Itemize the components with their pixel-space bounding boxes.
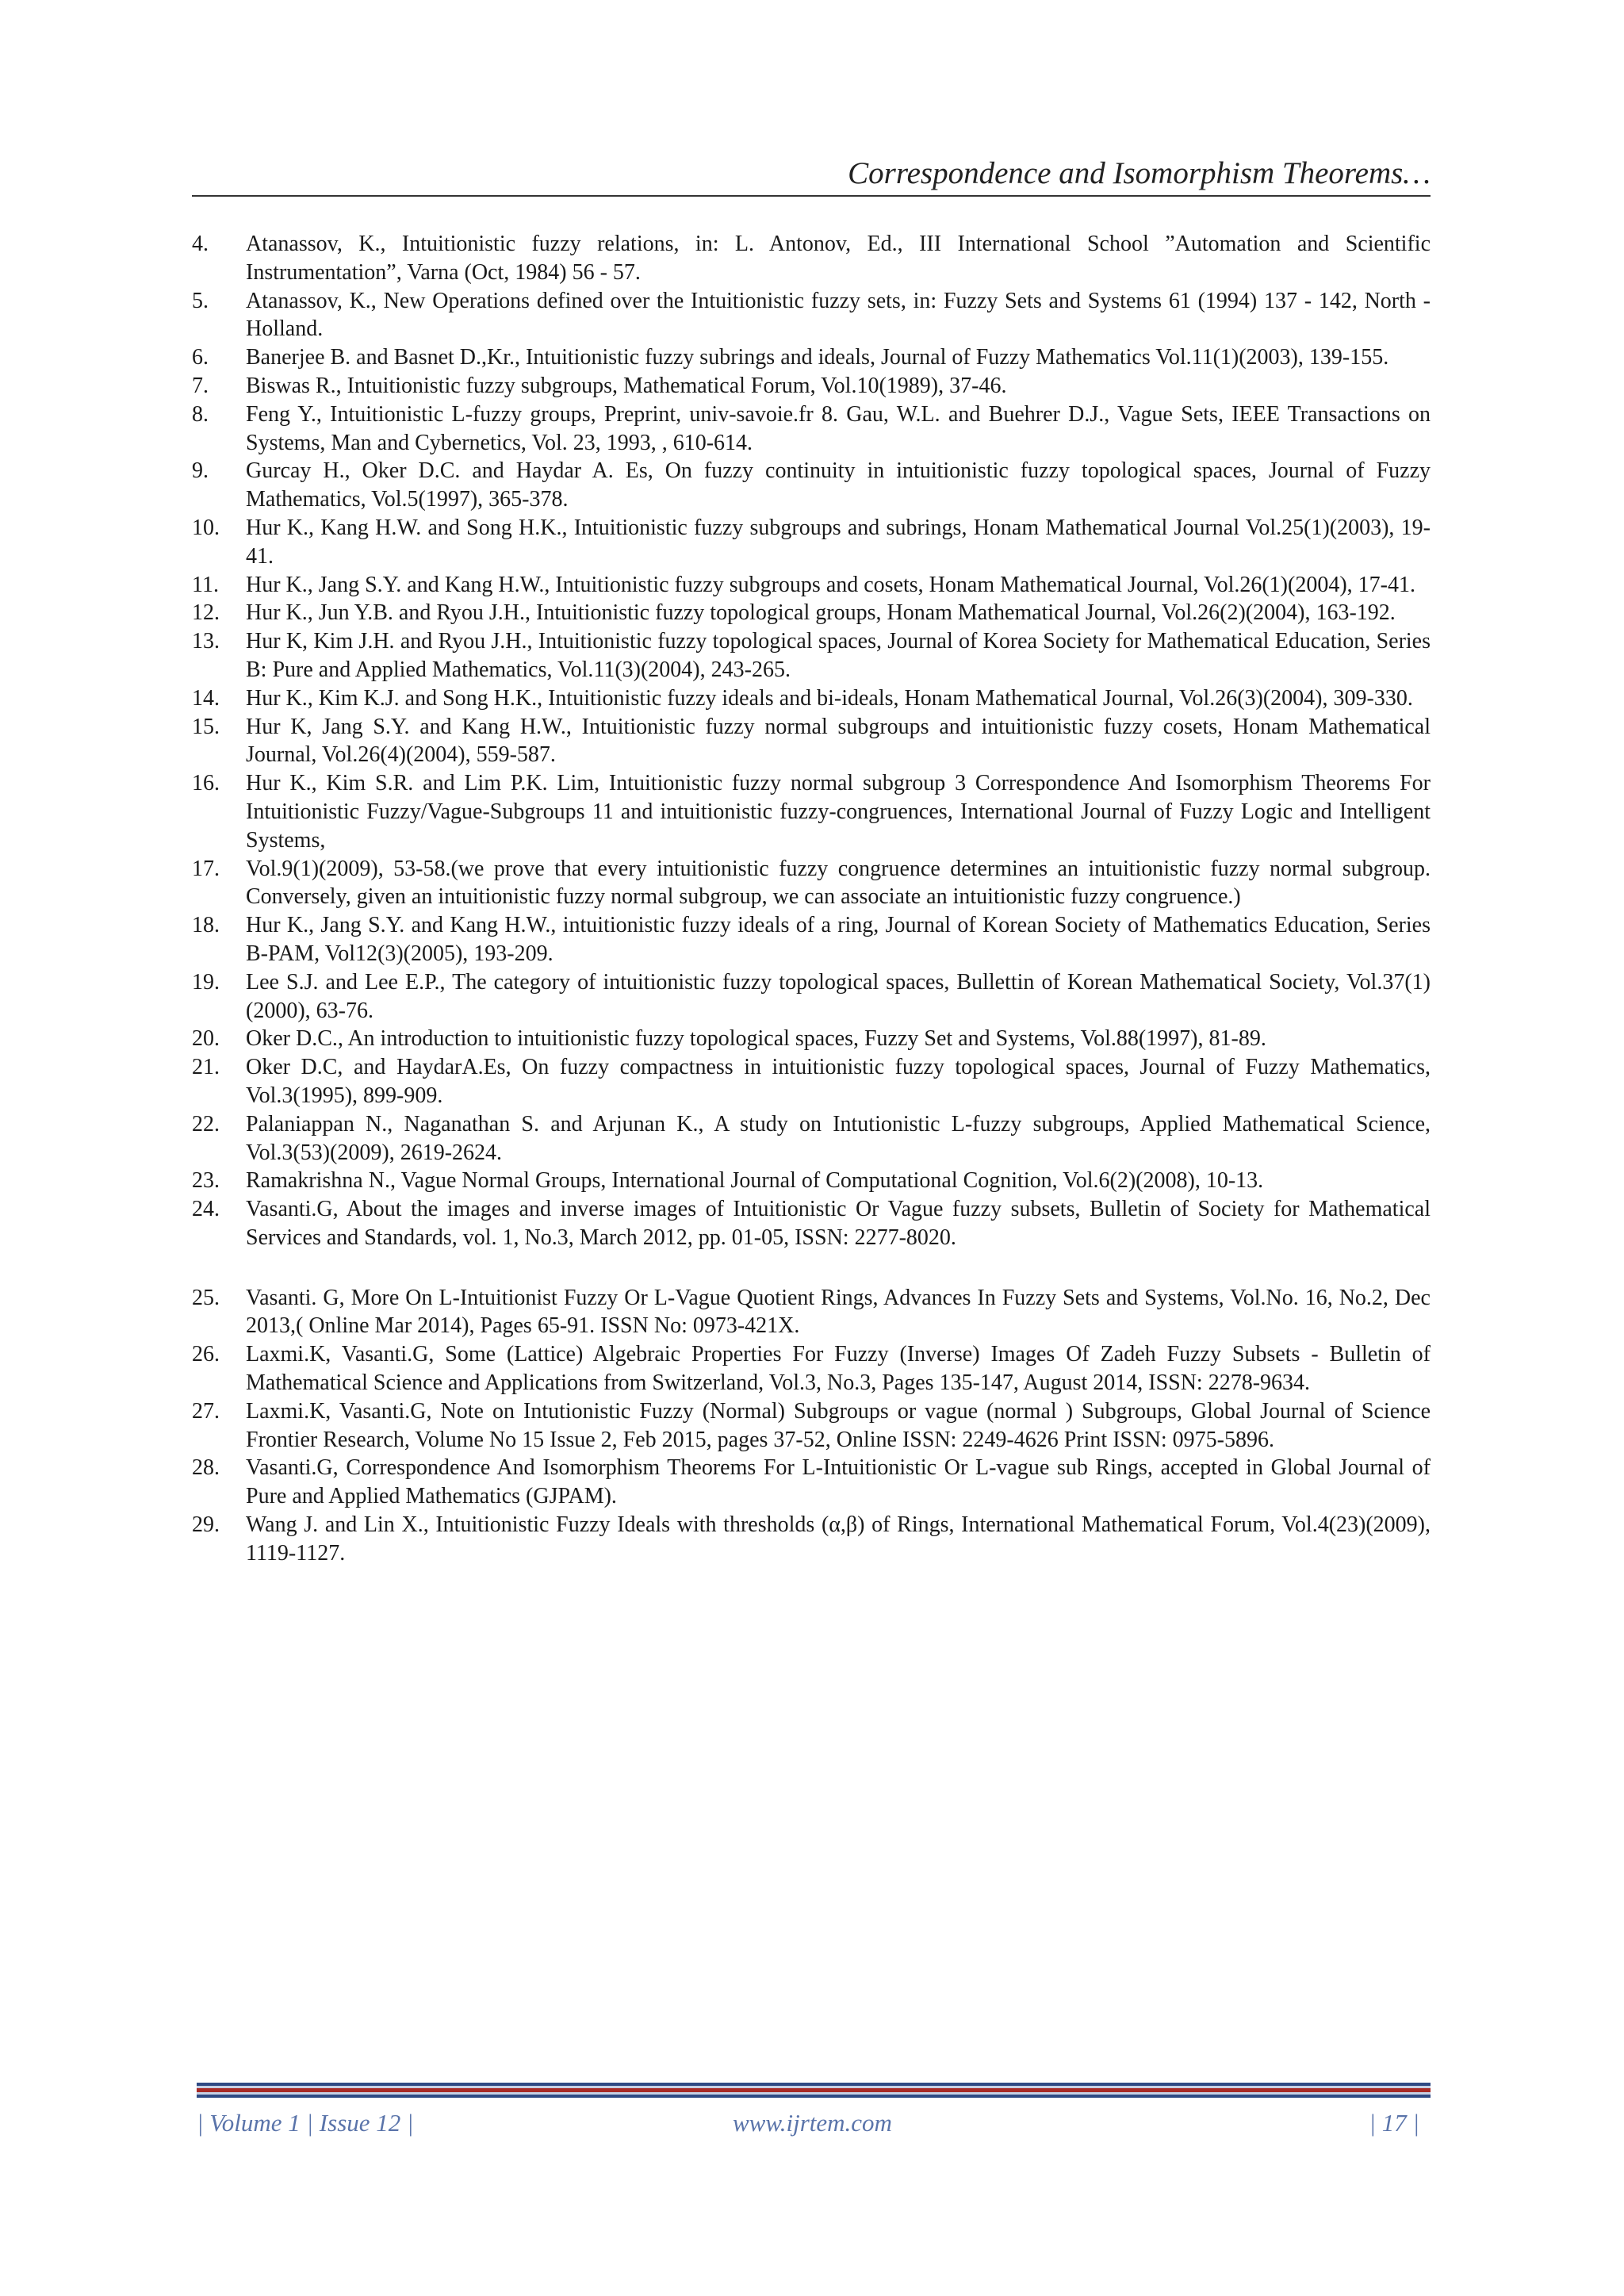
reference-number: 29. xyxy=(192,1512,220,1538)
footer-page-number: | 17 | xyxy=(1369,2109,1419,2137)
reference-text: Hur K, Jang S.Y. and Kang H.W., Intuitionistic fuzzy normal subgroups and intuitionistic fuzzy cosets, Honam Mathematical Journal, Vol.26(4)(2004), 559-587. xyxy=(246,714,1431,768)
reference-item xyxy=(192,1454,1431,1511)
reference-text: Oker D.C., An introduction to intuitionistic fuzzy topological spaces, Fuzzy Set and Systems, Vol.88(1997), 81-89. xyxy=(246,1026,1266,1052)
reference-number: 7. xyxy=(192,373,209,398)
reference-item xyxy=(192,911,1431,968)
reference-text: Hur K., Jang S.Y. and Kang H.W., Intuitionistic fuzzy subgroups and cosets, Honam Mathematical Journal, Vol.26(1)(2004), 17-41. xyxy=(246,572,1415,597)
footer-volume-issue: | Volume 1 | Issue 12 | xyxy=(197,2109,414,2137)
reference-number: 24. xyxy=(192,1197,220,1222)
reference-text: Hur K., Jun Y.B. and Ryou J.H., Intuitionistic fuzzy topological groups, Honam Mathematical Journal, Vol.26(2)(2004), 163-192. xyxy=(246,600,1396,626)
reference-text: Atanassov, K., Intuitionistic fuzzy relations, in: L. Antonov, Ed., III International School ”Automation and Scientific Instrumentation”, Varna (Oct, 1984) 56 - 57. xyxy=(246,232,1431,285)
reference-item xyxy=(192,968,1431,1025)
header-rule xyxy=(192,195,1431,197)
footer-website-link[interactable]: www.ijrtem.com xyxy=(733,2109,892,2137)
reference-text: Biswas R., Intuitionistic fuzzy subgroups, Mathematical Forum, Vol.10(1989), 37-46. xyxy=(246,373,1007,398)
reference-list xyxy=(192,230,1431,1568)
reference-text: Vasanti.G, About the images and inverse images of Intuitionistic Or Vague fuzzy subsets, Bulletin of Society for Mathematical Services and Standards, vol. 1, No.3, March 2012, pp. 01-05, ISSN: 2277-8020. xyxy=(246,1197,1431,1250)
reference-number: 20. xyxy=(192,1026,220,1052)
reference-text: Vol.9(1)(2009), 53-58.(we prove that every intuitionistic fuzzy congruence determines an intuitionistic fuzzy normal subgroup. Conversely, given an intuitionistic fuzzy normal subgroup, we can associate an intuitionistic fuzzy congruence.) xyxy=(246,856,1431,910)
reference-text: Hur K., Jang S.Y. and Kang H.W., intuitionistic fuzzy ideals of a ring, Journal of Korean Society of Mathematics Education, Series B-PAM, Vol12(3)(2005), 193-209. xyxy=(246,913,1431,966)
reference-number: 14. xyxy=(192,685,220,711)
footer-rule xyxy=(197,2083,1431,2098)
reference-item xyxy=(192,1397,1431,1455)
reference-item xyxy=(192,1110,1431,1167)
reference-number: 26. xyxy=(192,1342,220,1367)
reference-number: 16. xyxy=(192,771,220,796)
reference-number: 19. xyxy=(192,969,220,995)
reference-number: 13. xyxy=(192,629,220,654)
reference-item xyxy=(192,684,1431,713)
reference-item xyxy=(192,1284,1431,1341)
reference-text: Palaniappan N., Naganathan S. and Arjunan K., A study on Intutionistic L-fuzzy subgroups, Applied Mathematical Science, Vol.3(53)(2009), 2619-2624. xyxy=(246,1111,1431,1165)
reference-item xyxy=(192,1053,1431,1110)
reference-number: 11. xyxy=(192,572,219,597)
reference-text: Laxmi.K, Vasanti.G, Some (Lattice) Algebraic Properties For Fuzzy (Inverse) Images Of Zadeh Fuzzy Subsets - Bulletin of Mathematical Science and Applications from Switzerland, Vol.3, No.3, Pages 135-147, August 2014, ISSN: 2278-9634. xyxy=(246,1342,1431,1396)
reference-item xyxy=(192,343,1431,372)
reference-number: 22. xyxy=(192,1111,220,1137)
reference-item xyxy=(192,1340,1431,1397)
reference-text: Hur K., Kang H.W. and Song H.K., Intuitionistic fuzzy subgroups and subrings, Honam Mathematical Journal Vol.25(1)(2003), 19-41. xyxy=(246,515,1431,569)
reference-text: Oker D.C, and HaydarA.Es, On fuzzy compactness in intuitionistic fuzzy topological spaces, Journal of Fuzzy Mathematics, Vol.3(1995), 899-909. xyxy=(246,1055,1431,1108)
reference-item xyxy=(192,401,1431,458)
reference-number: 17. xyxy=(192,856,220,881)
reference-number: 25. xyxy=(192,1285,220,1310)
reference-item xyxy=(192,599,1431,627)
reference-number: 4. xyxy=(192,232,209,256)
reference-number: 8. xyxy=(192,401,209,427)
reference-item xyxy=(192,1511,1431,1568)
reference-text: Laxmi.K, Vasanti.G, Note on Intutionistic Fuzzy (Normal) Subgroups or vague (normal ) Subgroups, Global Journal of Science Frontier Research, Volume No 15 Issue 2, Feb 2015, pages 37-52, Online ISSN: 2249-4626 Print ISSN: 0975-5896. xyxy=(246,1398,1431,1452)
reference-number: 28. xyxy=(192,1455,220,1481)
reference-number: 18. xyxy=(192,913,220,938)
reference-number: 9. xyxy=(192,458,209,484)
reference-item xyxy=(192,571,1431,600)
reference-text: Vasanti.G, Correspondence And Isomorphism Theorems For L-Intuitionistic Or L-vague sub Rings, accepted in Global Journal of Pure and Applied Mathematics (GJPAM). xyxy=(246,1455,1431,1509)
reference-text: Hur K, Kim J.H. and Ryou J.H., Intuitionistic fuzzy topological spaces, Journal of Korea Society for Mathematical Education, Series B: Pure and Applied Mathematics, Vol.11(3)(2004), 243-265. xyxy=(246,629,1431,682)
reference-item xyxy=(192,287,1431,344)
reference-number: 27. xyxy=(192,1398,220,1424)
reference-text: Feng Y., Intuitionistic L-fuzzy groups, Preprint, univ-savoie.fr 8. Gau, W.L. and Buehrer D.J., Vague Sets, IEEE Transactions on Systems, Man and Cybernetics, Vol. 23, 1993, , 610-614. xyxy=(246,401,1431,455)
reference-text: Banerjee B. and Basnet D.,Kr., Intuitionistic fuzzy subrings and ideals, Journal of Fuzzy Mathematics Vol.11(1)(2003), 139-155. xyxy=(246,345,1389,370)
reference-number: 23. xyxy=(192,1168,220,1194)
reference-item xyxy=(192,627,1431,684)
reference-text: Gurcay H., Oker D.C. and Haydar A. Es, On fuzzy continuity in intuitionistic fuzzy topological spaces, Journal of Fuzzy Mathematics, Vol.5(1997), 365-378. xyxy=(246,458,1431,512)
reference-item xyxy=(192,457,1431,514)
reference-text: Atanassov, K., New Operations defined over the Intuitionistic fuzzy sets, in: Fuzzy Sets and Systems 61 (1994) 137 - 142, North - Holland. xyxy=(246,288,1431,342)
reference-item xyxy=(192,769,1431,854)
reference-text: Wang J. and Lin X., Intuitionistic Fuzzy Ideals with thresholds (α,β) of Rings, International Mathematical Forum, Vol.4(23)(2009), 1119-1127. xyxy=(246,1512,1431,1566)
reference-number: 5. xyxy=(192,288,209,313)
reference-item xyxy=(192,855,1431,912)
reference-text: Lee S.J. and Lee E.P., The category of intuitionistic fuzzy topological spaces, Bullettin of Korean Mathematical Society, Vol.37(1)(2000), 63-76. xyxy=(246,969,1431,1023)
reference-item xyxy=(192,514,1431,571)
reference-number: 10. xyxy=(192,515,220,540)
reference-item xyxy=(192,1195,1431,1252)
reference-number: 15. xyxy=(192,714,220,739)
running-header-title: Correspondence and Isomorphism Theorems… xyxy=(848,156,1431,190)
reference-number: 12. xyxy=(192,600,220,626)
reference-item xyxy=(192,1025,1431,1053)
reference-number: 6. xyxy=(192,345,209,370)
reference-item xyxy=(192,372,1431,401)
reference-text: Vasanti. G, More On L-Intuitionist Fuzzy Or L-Vague Quotient Rings, Advances In Fuzzy Sets and Systems, Vol.No. 16, No.2, Dec 2013,( Online Mar 2014), Pages 65-91. ISSN No: 0973-421X. xyxy=(246,1285,1431,1339)
reference-item xyxy=(192,230,1431,287)
reference-text: Hur K., Kim S.R. and Lim P.K. Lim, Intuitionistic fuzzy normal subgroup 3 Correspondence And Isomorphism Theorems For Intuitionistic Fuzzy/Vague-Subgroups 11 and intuitionistic fuzzy-congruences, International Journal of Fuzzy Logic and Intelligent Systems, xyxy=(246,771,1431,853)
reference-item xyxy=(192,1167,1431,1195)
reference-text: Hur K., Kim K.J. and Song H.K., Intuitionistic fuzzy ideals and bi-ideals, Honam Mathematical Journal, Vol.26(3)(2004), 309-330. xyxy=(246,685,1413,711)
reference-item xyxy=(192,713,1431,770)
reference-text: Ramakrishna N., Vague Normal Groups, International Journal of Computational Cognition, Vol.6(2)(2008), 10-13. xyxy=(246,1168,1264,1194)
reference-number: 21. xyxy=(192,1055,220,1080)
